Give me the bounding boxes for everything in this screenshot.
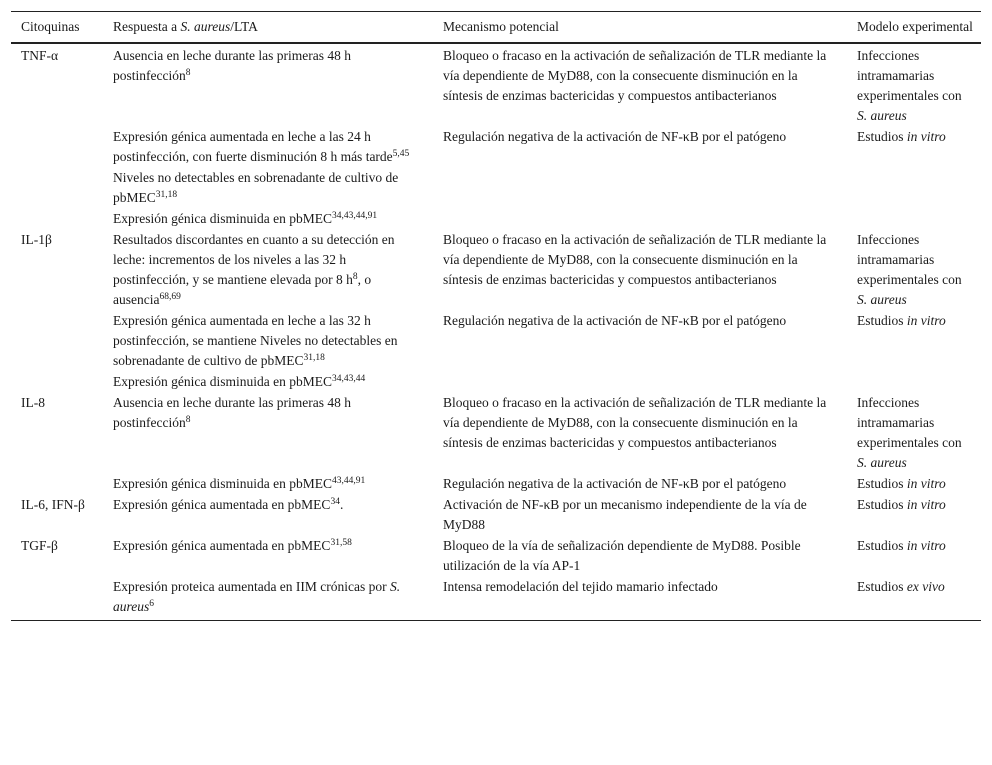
response-cell: Expresión génica aumentada en leche a las 32 h postinfección, se mantiene Niveles no detectables en sobrenadante de cultivo de pbMEC$^{31,18}$ bbox=[113, 313, 398, 368]
cytokine-cell bbox=[11, 473, 103, 494]
mechanism-cell: Bloqueo o fracaso en la activación de señalización de TLR mediante la vía dependiente de MyD88, con la consecuente disminución en la síntesis de enzimas bactericidas y compuestos antibacterianos bbox=[443, 48, 827, 103]
model-cell: Estudios in vitro bbox=[857, 538, 946, 553]
cytokine-cell bbox=[11, 126, 103, 167]
model-cell: Estudios in vitro bbox=[857, 313, 946, 328]
response-cell: Ausencia en leche durante las primeras 48 h postinfección$^8$ bbox=[113, 395, 352, 430]
response-cell: Expresión proteica aumentada en IIM crónicas por S. aureus$^6$ bbox=[103, 576, 433, 621]
model-cell: Infecciones intramamarias experimentales con S. aureus bbox=[857, 48, 962, 123]
header-mechanism: Mecanismo potencial bbox=[433, 12, 847, 44]
cytokine-cell bbox=[11, 208, 103, 229]
table-row bbox=[11, 535, 981, 576]
table-row bbox=[11, 310, 981, 371]
cytokine-cell: IL-1β bbox=[21, 232, 52, 247]
cytokine-cell bbox=[11, 576, 103, 621]
response-cell: Resultados discordantes en cuanto a su detección en leche: incrementos de los niveles a las 32 h postinfección, y se mantiene elevada por 8 $h^8$, o ausencia$^{68,69}$ bbox=[113, 232, 395, 307]
response-cell: Expresión génica disminuida en pbMEC$^{34,43,44}$ bbox=[113, 374, 366, 389]
cytokine-table bbox=[11, 11, 981, 621]
response-cell: Expresión génica aumentada en pbMEC$^{34}$. bbox=[113, 497, 344, 512]
table-row bbox=[11, 371, 981, 392]
model-cell: Estudios in vitro bbox=[857, 476, 946, 491]
model-cell: Estudios in vitro bbox=[857, 497, 946, 512]
mechanism-cell bbox=[433, 167, 847, 208]
model-cell: Infecciones intramamarias experimentales con S. aureus bbox=[857, 232, 962, 307]
model-cell: Estudios in vitro bbox=[857, 129, 946, 144]
table-row bbox=[11, 126, 981, 167]
cytokine-cell bbox=[11, 371, 103, 392]
model-cell: Infecciones intramamarias experimentales con S. aureus bbox=[857, 395, 962, 470]
header-response: Respuesta a S. aureus/LTA bbox=[103, 12, 433, 44]
mechanism-cell: Regulación negativa de la activación de NF-κB por el patógeno bbox=[443, 129, 787, 144]
response-cell: Expresión génica aumentada en pbMEC$^{31,58}$ bbox=[113, 538, 352, 553]
response-cell: Ausencia en leche durante las primeras 48 h postinfección$^8$ bbox=[113, 48, 352, 83]
header-model: Modelo experimental bbox=[847, 12, 981, 44]
mechanism-cell: Regulación negativa de la activación de NF-κB por el patógeno bbox=[443, 313, 787, 328]
mechanism-cell: Bloqueo o fracaso en la activación de señalización de TLR mediante la vía dependiente de MyD88, con la consecuente disminución en la síntesis de enzimas bactericidas y compuestos antibacterianos bbox=[443, 232, 827, 287]
model-cell bbox=[847, 371, 981, 392]
mechanism-cell: Bloqueo de la vía de señalización dependiente de MyD88. Posible utilización de la vía AP-1 bbox=[443, 538, 801, 573]
cytokine-cell: TNF-α bbox=[21, 48, 59, 63]
table-row bbox=[11, 494, 981, 535]
mechanism-cell: Intensa remodelación del tejido mamario infectado bbox=[433, 576, 847, 621]
mechanism-cell: Regulación negativa de la activación de NF-κB por el patógeno bbox=[443, 476, 787, 491]
mechanism-cell bbox=[433, 208, 847, 229]
response-cell: Expresión génica aumentada en leche a las 24 h postinfección, con fuerte disminución 8 h más tarde$^{5,45}$ bbox=[113, 129, 410, 164]
table-row bbox=[11, 229, 981, 310]
table-row bbox=[11, 576, 981, 621]
mechanism-cell bbox=[433, 371, 847, 392]
mechanism-cell: Bloqueo o fracaso en la activación de señalización de TLR mediante la vía dependiente de MyD88, con la consecuente disminución en la síntesis de enzimas bactericidas y compuestos antibacterianos bbox=[443, 395, 827, 450]
cytokine-cell bbox=[11, 310, 103, 371]
table-row bbox=[11, 208, 981, 229]
table-row bbox=[11, 392, 981, 473]
cytokine-cell: TGF-β bbox=[21, 538, 58, 553]
response-cell: Expresión génica disminuida en pbMEC$^{34,43,44,91}$ bbox=[113, 211, 378, 226]
table-row bbox=[11, 167, 981, 208]
table-row bbox=[11, 43, 981, 126]
model-cell: Estudios ex vivo bbox=[847, 576, 981, 621]
response-cell: Expresión génica disminuida en pbMEC$^{43,44,91}$ bbox=[113, 476, 366, 491]
header-cytokines: Citoquinas bbox=[11, 12, 103, 44]
response-cell: Niveles no detectables en sobrenadante de cultivo de pbMEC$^{31,18}$ bbox=[113, 170, 399, 205]
table-row bbox=[11, 473, 981, 494]
mechanism-cell: Activación de NF-κB por un mecanismo independiente de la vía de MyD88 bbox=[443, 497, 807, 532]
cytokine-cell bbox=[11, 167, 103, 208]
header-row bbox=[11, 12, 981, 44]
cytokine-cell: IL-6, IFN-β bbox=[21, 497, 85, 512]
model-cell bbox=[847, 208, 981, 229]
cytokine-cell: IL-8 bbox=[21, 395, 45, 410]
model-cell bbox=[847, 167, 981, 208]
